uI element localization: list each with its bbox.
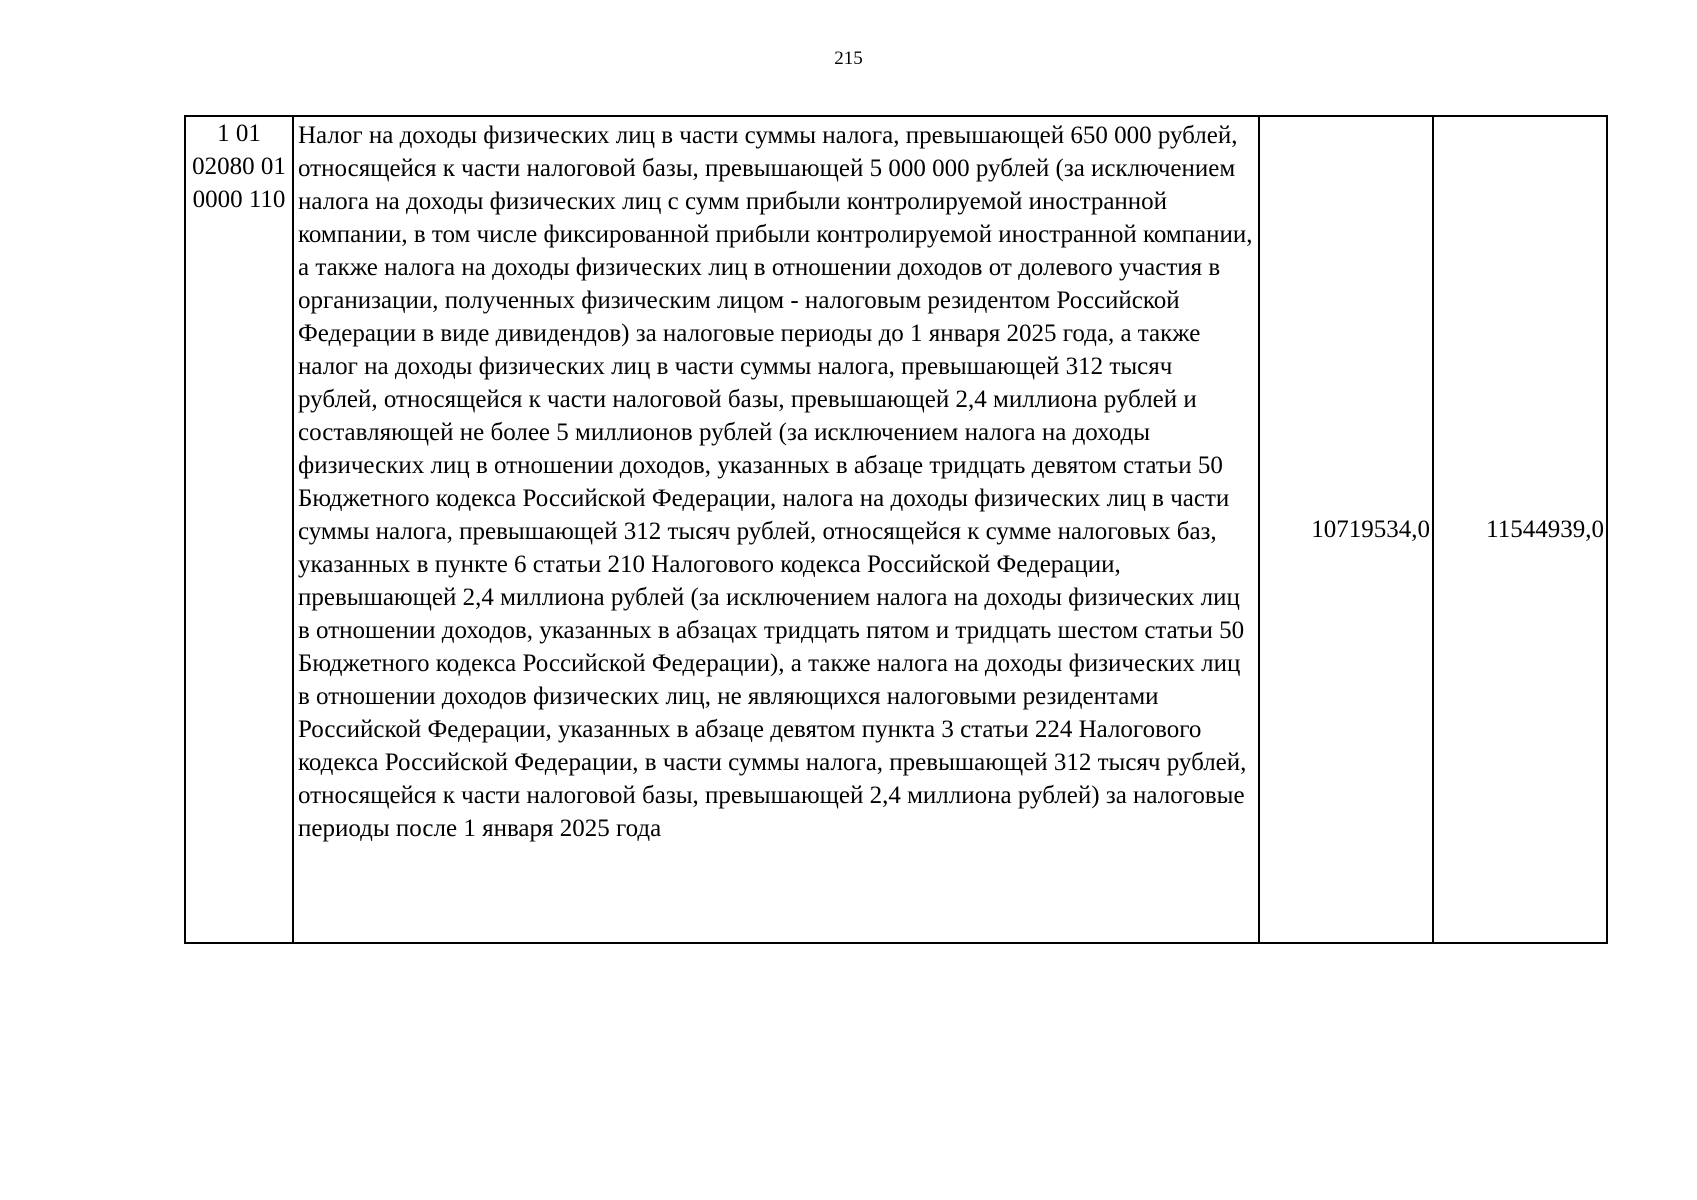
page-number: 215 (834, 48, 863, 69)
table-row (185, 116, 1607, 943)
budget-code-line-2: 02080 01 (192, 153, 286, 180)
amount-year-1-cell: 10719534,0 (1259, 116, 1433, 943)
budget-code-line-3: 0000 110 (192, 186, 286, 213)
income-description-cell: Налог на доходы физических лиц в части суммы налога, превышающей 650 000 рублей, относящейся к части налоговой базы, превышающей 5 000 000 рублей (за исключением налога на доходы физических лиц с сумм прибыли контролируемой иностранной компании, в том числе фиксированной прибыли контролируемой иностранной компании, а также налога на доходы физических лиц в отношении доходов от долевого участия в организации, полученных физическим лицом - налоговым резидентом Российской Федерации в виде дивидендов) за налоговые периоды до 1 января 2025 года, а также налог на доходы физических лиц в части суммы налога, превышающей 312 тысяч рублей, относящейся к части налоговой базы, превышающей 2,4 миллиона рублей и составляющей не более 5 миллионов рублей (за исключением налога на доходы физических лиц в отношении доходов, указанных в абзаце тридцать девятом статьи 50 Бюджетного кодекса Российской Федерации, налога на доходы физических лиц в части суммы налога, превышающей 312 тысяч рублей, относящейся к сумме налоговых баз, указанных в пункте 6 статьи 210 Налогового кодекса Российской Федерации, превышающей 2,4 миллиона рублей (за исключением налога на доходы физических лиц в отношении доходов, указанных в абзацах тридцать пятом и тридцать шестом статьи 50 Бюджетного кодекса Российской Федерации), а также налога на доходы физических лиц в отношении доходов физических лиц, не являющихся налоговыми резидентами Российской Федерации, указанных в абзаце девятом пункта 3 статьи 224 Налогового кодекса Российской Федерации, в части суммы налога, превышающей 312 тысяч рублей, относящейся к части налоговой базы, превышающей 2,4 миллиона рублей) за налоговые периоды после 1 января 2025 года (293, 116, 1259, 943)
budget-code-cell (185, 116, 293, 943)
amount-year-2-cell: 11544939,0 (1433, 116, 1607, 943)
budget-code-line-1: 1 01 (217, 120, 261, 147)
budget-table (184, 115, 1608, 944)
